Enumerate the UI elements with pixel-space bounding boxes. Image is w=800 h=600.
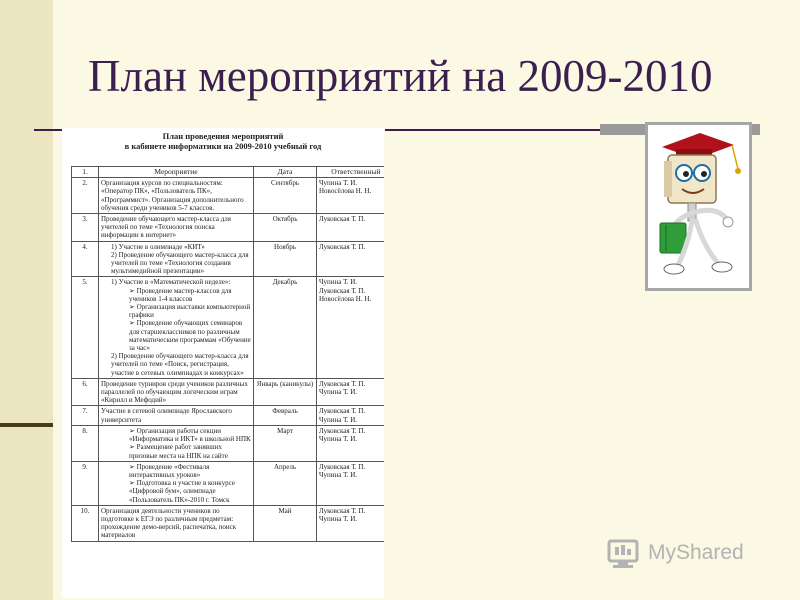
responsible-name: Чупина Т. И. bbox=[319, 435, 358, 444]
responsible-name: Луковская Т. П. bbox=[319, 215, 366, 224]
title-underline-right bbox=[385, 129, 600, 131]
row-number: 7. bbox=[72, 406, 99, 425]
row-responsible bbox=[317, 425, 385, 461]
table-row bbox=[72, 241, 385, 277]
events-table bbox=[71, 166, 384, 542]
responsible-name: Луковская Т. П. bbox=[319, 286, 366, 295]
event-line: ➢ Проведение «Фестиваля интерактивных уроков» bbox=[129, 462, 210, 479]
table-row bbox=[72, 378, 385, 406]
slide-title: План мероприятий на 2009-2010 bbox=[88, 51, 713, 101]
row-number: 9. bbox=[72, 461, 99, 505]
event-line: ➢ Организация выставки компьютерной графики bbox=[129, 303, 251, 320]
responsible-name: Луковская Т. П. bbox=[319, 242, 366, 251]
responsible-name: Чупина Т. И. bbox=[319, 470, 358, 479]
responsible-name: Луковская Т. П. bbox=[319, 407, 366, 416]
responsible-name: Чупина Т. И. bbox=[319, 278, 358, 287]
row-number: 8. bbox=[72, 425, 99, 461]
row-responsible bbox=[317, 461, 385, 505]
header-responsible: Ответственный bbox=[317, 167, 385, 178]
side-band bbox=[0, 0, 53, 600]
event-line: 2) Проведение обучающего мастер-класса для учителей по теме «Поиск, регистрация, участие в сетевых олимпиадах и конкурсах» bbox=[111, 352, 249, 377]
myshared-logo-icon bbox=[606, 537, 644, 571]
row-event bbox=[99, 214, 254, 242]
table-row bbox=[72, 461, 385, 505]
event-line: Проведение турниров среди учеников различных параллелей по обучающим логическим играм «Кирилл и Мефодий» bbox=[101, 379, 248, 405]
row-number: 3. bbox=[72, 214, 99, 242]
mascot-illustration bbox=[645, 122, 752, 291]
header-date: Дата bbox=[254, 167, 317, 178]
row-event bbox=[99, 378, 254, 406]
row-date: Ноябрь bbox=[254, 241, 317, 277]
table-row bbox=[72, 425, 385, 461]
row-event bbox=[99, 277, 254, 378]
responsible-name: Чупина Т. И. bbox=[319, 179, 358, 188]
responsible-name: Чупина Т. И. bbox=[319, 514, 358, 523]
document-heading bbox=[62, 128, 384, 151]
event-line: Организация деятельности учеников по подготовке к ЕГЭ по различным предметам: прохождение демо-версий, распечатка, поиск материалов bbox=[101, 506, 237, 540]
row-date: Декабрь bbox=[254, 277, 317, 378]
row-date: Апрель bbox=[254, 461, 317, 505]
scanned-document bbox=[62, 128, 384, 598]
header-num: 1. bbox=[72, 167, 99, 178]
row-number: 5. bbox=[72, 277, 99, 378]
row-event bbox=[99, 425, 254, 461]
row-date: Март bbox=[254, 425, 317, 461]
event-line: 2) Проведение обучающего мастер-класса для учителей по теме «Технология создания мультимедийной презентации» bbox=[111, 250, 249, 276]
event-line: 1) Участие в «Математической неделе»: bbox=[111, 278, 231, 287]
event-line: ➢ Подготовка и участие в конкурсе «Цифровой бум», олимпиаде «Пользователь ПК»-2010 г. Томск bbox=[129, 479, 235, 504]
row-responsible bbox=[317, 505, 385, 541]
row-event bbox=[99, 241, 254, 277]
responsible-name: Луковская Т. П. bbox=[319, 426, 366, 435]
document-heading-line2: в кабинете информатики на 2009-2010 учебный год bbox=[124, 141, 322, 151]
myshared-logo[interactable] bbox=[606, 537, 766, 573]
table-header-row bbox=[72, 167, 385, 178]
computer-professor-icon bbox=[648, 125, 749, 288]
responsible-name: Новосёлова Н. Н. bbox=[319, 187, 372, 196]
event-line: Проведение обучающего мастер-класса для учителей по теме «Технология поиска информации в интернет» bbox=[101, 215, 231, 240]
responsible-name: Луковская Т. П. bbox=[319, 379, 366, 388]
document-heading-line1: План проведения мероприятий bbox=[162, 131, 284, 141]
event-line: Организация курсов по специальностям: «Оператор ПК», «Пользователь ПК», «Программист». Организация дополнительного обучения среди учеников 5-7 классов. bbox=[101, 179, 244, 212]
table-row bbox=[72, 214, 385, 242]
event-line: ➢ Проведение обучающих семинаров для старшеклассников по различным математическим программам «Обучение за час» bbox=[129, 319, 251, 353]
table-row bbox=[72, 277, 385, 378]
row-responsible bbox=[317, 214, 385, 242]
side-accent-line bbox=[0, 423, 53, 427]
row-date: Сентябрь bbox=[254, 178, 317, 214]
row-responsible bbox=[317, 378, 385, 406]
row-number: 2. bbox=[72, 178, 99, 214]
row-event bbox=[99, 505, 254, 541]
row-responsible bbox=[317, 241, 385, 277]
row-responsible bbox=[317, 277, 385, 378]
row-number: 6. bbox=[72, 378, 99, 406]
row-event bbox=[99, 406, 254, 425]
event-line: ➢ Проведение мастер-классов для учеников 1-4 классов bbox=[129, 286, 232, 303]
responsible-name: Чупина Т. И. bbox=[319, 388, 358, 397]
event-line: Участие в сетевой олимпиаде Ярославского университета bbox=[101, 407, 232, 424]
myshared-logo-text: MyShared bbox=[648, 541, 744, 564]
row-responsible bbox=[317, 406, 385, 425]
row-date: Февраль bbox=[254, 406, 317, 425]
row-number: 10. bbox=[72, 505, 99, 541]
row-event bbox=[99, 178, 254, 214]
row-date: Январь (каникулы) bbox=[254, 378, 317, 406]
event-line: 1) Участие в олимпиаде «КИТ» bbox=[111, 242, 205, 251]
header-event: Мероприятие bbox=[99, 167, 254, 178]
event-line: ➢ Организация работы секции «Информатика и ИКТ» в школьной НПК bbox=[129, 426, 251, 444]
table-row bbox=[72, 406, 385, 425]
responsible-name: Чупина Т. И. bbox=[319, 415, 358, 424]
row-responsible bbox=[317, 178, 385, 214]
table-row bbox=[72, 178, 385, 214]
responsible-name: Новосёлова Н. Н. bbox=[319, 294, 372, 303]
title-underline-left bbox=[34, 129, 62, 131]
responsible-name: Луковская Т. П. bbox=[319, 462, 366, 471]
row-date: Май bbox=[254, 505, 317, 541]
row-date: Октябрь bbox=[254, 214, 317, 242]
event-line: ➢ Размещение работ занявших призовые места на НПК на сайте bbox=[129, 443, 228, 460]
row-event bbox=[99, 461, 254, 505]
table-body bbox=[72, 178, 385, 541]
table-row bbox=[72, 505, 385, 541]
responsible-name: Луковская Т. П. bbox=[319, 506, 366, 515]
row-number: 4. bbox=[72, 241, 99, 277]
